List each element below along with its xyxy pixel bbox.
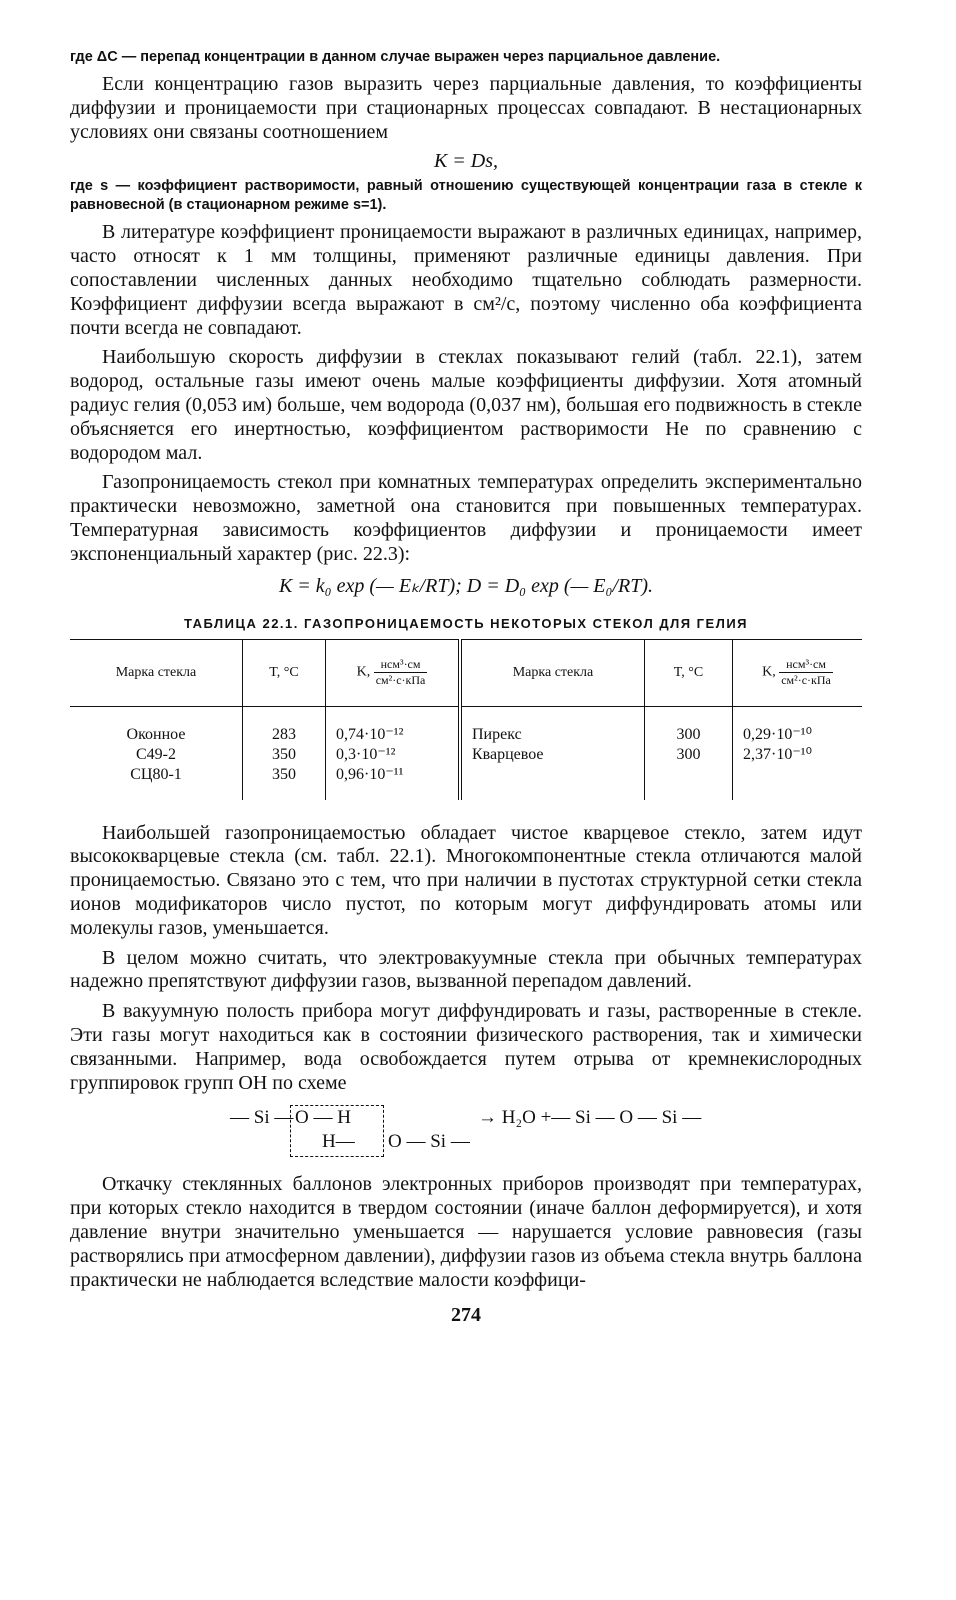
scheme-si-left: — Si — xyxy=(230,1107,294,1129)
header-k-right xyxy=(733,639,863,706)
table-cell: Оконное xyxy=(126,725,186,743)
table-cell: Пирекс xyxy=(472,725,522,743)
k-unit-numerator: нсм³·см xyxy=(374,657,428,673)
paragraph-2: В литературе коэффициент проницаемости выражают в различных единицах, например, часто относят к 1 мм толщины, применяют различные единицы давления. При сопоставлении численных данных необходимо тщательно соблюдать размерности. Коэффициент диффузии всегда выражают в см²/с, поэтому численно оба коэффициента почти всегда не совпадают. xyxy=(70,221,862,339)
scheme-product: → H₂O +— Si — O — Si — xyxy=(478,1107,702,1129)
scheme-h: H— xyxy=(322,1131,355,1153)
table-cell: 0,3·10⁻¹² xyxy=(336,745,396,763)
cell-temps-right xyxy=(645,706,733,800)
table-cell: 350 xyxy=(272,765,296,783)
paragraph-8: Откачку стеклянных баллонов электронных приборов производят при температурах, при которых стекло находится в твердом состоянии (иначе баллон деформируется), и хотя давление внутри значительно уменьшается — нарушается условие равновесия (газы растворялись при атмосферном давлении), диффузии газов из объема стекла внутрь баллона практически не наблюдается вследствие малости коэффици- xyxy=(70,1173,862,1291)
paragraph-3: Наибольшую скорость диффузии в стеклах показывают гелий (табл. 22.1), затем водород, остальные газы имеют очень малые коэффициенты диффузии. Хотя атомный радиус гелия (0,053 им) больше, чем водорода (0,037 нм), большая его подвижность в стекле объясняется его инертностью, коэффициентом растворимости Не по сравнению с водородом мал. xyxy=(70,346,862,464)
k-unit-numerator: нсм³·см xyxy=(779,657,833,673)
k-unit-fraction xyxy=(779,657,833,688)
table-cell: 2,37·10⁻¹⁰ xyxy=(743,745,812,763)
k-unit-denominator: см²·с·кПа xyxy=(375,673,426,688)
table-cell: 0,96·10⁻¹¹ xyxy=(336,765,404,783)
scheme-o-h: O — H xyxy=(295,1107,351,1129)
footnote-delta-c: где ΔC — перепад концентрации в данном случае выражен через парциальное давление. xyxy=(70,49,721,65)
table-caption: ТАБЛИЦА 22.1. ГАЗОПРОНИЦАЕМОСТЬ НЕКОТОРЫХ СТЕКОЛ ДЛЯ ГЕЛИЯ xyxy=(183,615,749,631)
paragraph-6: В целом можно считать, что электровакуумные стекла при обычных температурах надежно препятствуют диффузии газов, вызванной перепадом давлений. xyxy=(70,946,862,993)
table-cell: 300 xyxy=(676,745,701,763)
reaction-scheme xyxy=(70,1101,862,1159)
footnote-s: где s — коэффициент растворимости, равный отношению существующей концентрации газа в стекле к равновесной (в стационарном режиме s=1). xyxy=(70,178,862,214)
table-cell: 0,29·10⁻¹⁰ xyxy=(743,725,812,743)
cell-temps-left xyxy=(243,706,326,800)
table-header-row xyxy=(70,639,862,706)
paragraph-7: В вакуумную полость прибора могут диффундировать и газы, растворенные в стекле. Эти газы могут находиться как в состоянии физического растворения, так и химически связанными. Например, вода освобождается путем отрыва от кремнекислородных группировок групп OH по схеме xyxy=(70,1000,862,1094)
paragraph-5: Наибольшей газопроницаемостью обладает чистое кварцевое стекло, затем идут высококварцевые стекла (см. табл. 22.1). Многокомпонентные стекла отличаются малой проницаемостью. Связано это с тем, что при наличии в пустотах структурной сетки стекла ионов модификаторов число пустот, по которым могут диффундировать атомы или молекулы газов, уменьшается. xyxy=(70,821,862,939)
k-prefix: K, xyxy=(356,664,371,680)
table-row xyxy=(70,706,862,800)
header-grade-right: Марка стекла xyxy=(460,639,645,706)
formula-k-ds: K = Ds, xyxy=(433,150,499,173)
formula-exponential: K = k₀ exp (— Eₖ/RT); D = D₀ exp (— E₀/RT). xyxy=(278,574,654,597)
header-temp-right: T, °C xyxy=(645,639,733,706)
table-cell: 0,74·10⁻¹² xyxy=(336,725,404,743)
table-cell: С49-2 xyxy=(136,745,176,763)
table-cell: СЦ80-1 xyxy=(130,765,182,783)
paragraph-1: Если концентрацию газов выразить через парциальные давления, то коэффициенты диффузии и проницаемости при стационарных процессах совпадают. В нестационарных условиях они связаны соотношением xyxy=(70,73,862,143)
header-k-left xyxy=(326,639,461,706)
k-unit-fraction xyxy=(374,657,428,688)
paragraph-4: Газопроницаемость стекол при комнатных температурах определить экспериментально практически невозможно, заметной она становится при повышенных температурах. Температурная зависимость коэффициентов диффузии и проницаемости имеет экспоненциальный характер (рис. 22.3): xyxy=(70,471,862,565)
scheme-dashed-box xyxy=(290,1105,384,1157)
cell-k-right xyxy=(733,706,863,800)
table-cell: 300 xyxy=(676,725,701,743)
k-prefix: K, xyxy=(762,664,776,680)
cell-grades-right xyxy=(460,706,645,800)
page-number: 274 xyxy=(451,1304,481,1327)
k-unit-denominator: см²·с·кПа xyxy=(781,673,831,688)
cell-grades-left xyxy=(70,706,243,800)
table-cell: Кварцевое xyxy=(472,745,544,763)
permeability-table xyxy=(70,639,862,800)
scheme-o-si: O — Si — xyxy=(388,1131,470,1153)
table-cell: 350 xyxy=(272,745,296,763)
table-cell: 283 xyxy=(272,725,296,743)
cell-k-left xyxy=(326,706,461,800)
page-content xyxy=(70,48,862,1327)
header-temp-left: T, °C xyxy=(243,639,326,706)
header-grade-left: Марка стекла xyxy=(70,639,243,706)
